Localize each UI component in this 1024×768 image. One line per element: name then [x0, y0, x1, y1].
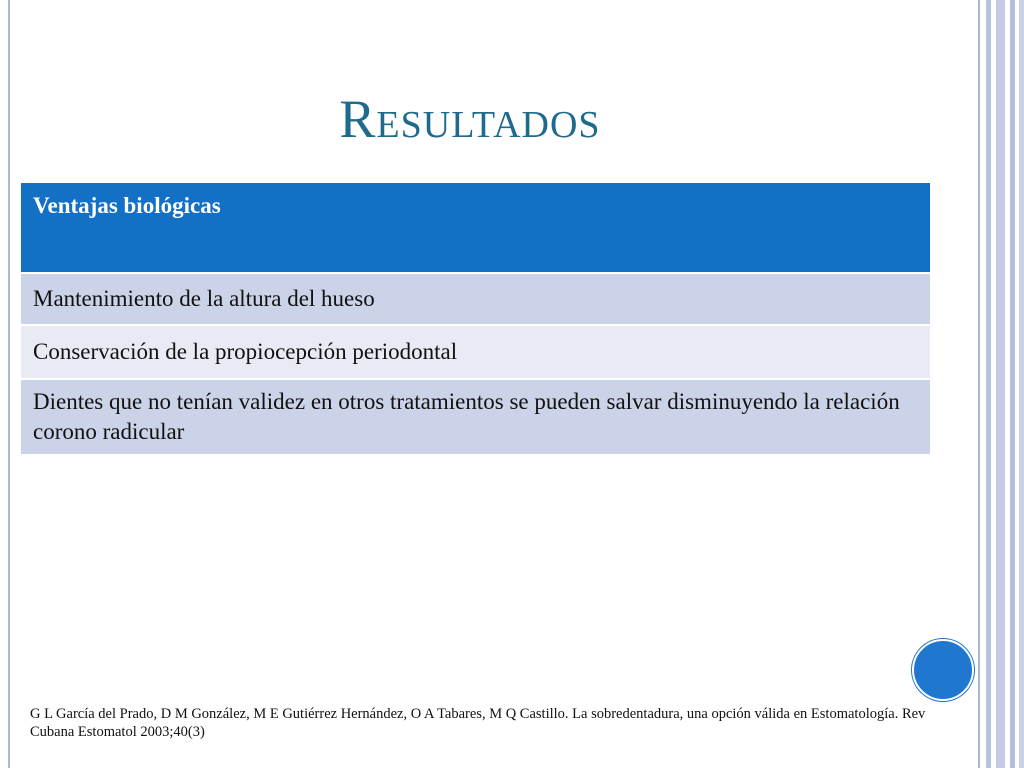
- table-header-cell: Ventajas biológicas: [21, 183, 930, 273]
- right-edge-stripe: [978, 0, 980, 768]
- citation: G L García del Prado, D M González, M E Gutiérrez Hernández, O A Tabares, M Q Castillo. La sobredentadura, una opción válida en Estomatología. Rev Cubana Estomatol 2003;40(3): [30, 706, 926, 740]
- right-edge-stripe: [1019, 0, 1024, 768]
- right-edge-stripe: [996, 0, 1005, 768]
- results-table: [21, 183, 930, 454]
- right-edge-stripe: [1010, 0, 1015, 768]
- table-cell: Dientes que no tenían validez en otros tratamientos se pueden salvar disminuyendo la relación corono radicular: [21, 379, 930, 454]
- table-cell: Mantenimiento de la altura del hueso: [21, 273, 930, 325]
- table-row: [21, 273, 930, 325]
- table-row: [21, 325, 930, 379]
- circle-ornament: [912, 639, 974, 701]
- table-row: [21, 379, 930, 454]
- table-cell: Conservación de la propiocepción periodontal: [21, 325, 930, 379]
- right-edge-stripe: [986, 0, 991, 768]
- slide-title: Resultados: [339, 89, 601, 149]
- table-header-row: [21, 183, 930, 273]
